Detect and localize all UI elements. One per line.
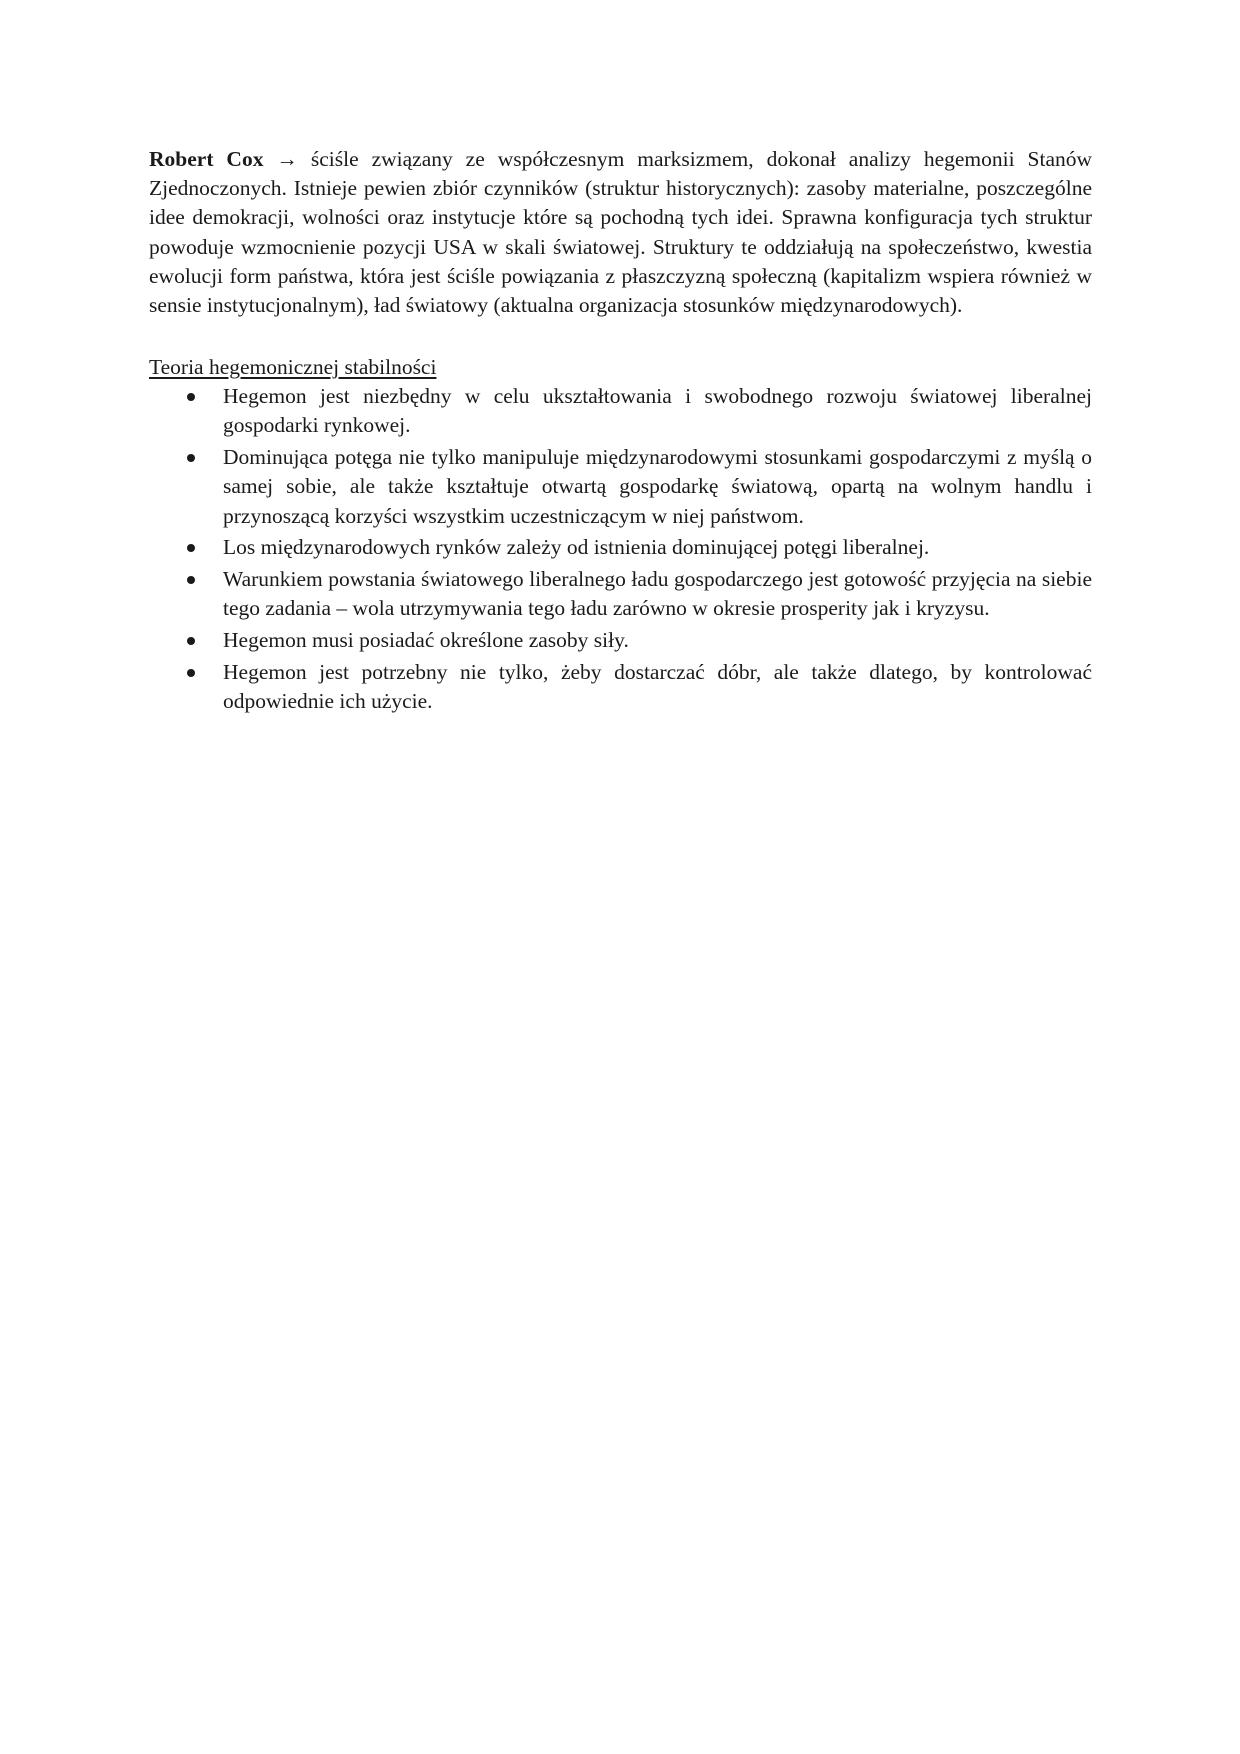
section-heading: Teoria hegemonicznej stabilności: [149, 355, 437, 380]
list-item-text: Warunkiem powstania światowego liberalnego ładu gospodarczego jest gotowość przyjęcia na siebie tego zadania – wola utrzymywania tego ładu zarówno w okresie prosperity jak i kryzysu.: [223, 567, 1092, 621]
list-item-text: Hegemon jest niezbędny w celu ukształtowania i swobodnego rozwoju światowej liberalnej gospodarki rynkowej.: [223, 384, 1092, 438]
bullet-icon: [187, 669, 195, 677]
author-name: Robert Cox: [149, 147, 264, 171]
list-item-text: Hegemon jest potrzebny nie tylko, żeby dostarczać dóbr, ale także dlatego, by kontrolować odpowiednie ich użycie.: [223, 660, 1092, 714]
bullet-icon: [187, 454, 195, 462]
bullet-list: [149, 382, 1092, 716]
bullet-icon: [187, 544, 195, 552]
list-item: [149, 565, 1092, 623]
arrow-icon: →: [276, 147, 298, 171]
bullet-icon: [187, 393, 195, 401]
list-item: [149, 443, 1092, 531]
list-item-text: Los międzynarodowych rynków zależy od istnienia dominującej potęgi liberalnej.: [223, 535, 930, 560]
bullet-icon: [187, 576, 195, 584]
list-item: [149, 382, 1092, 440]
intro-text: ściśle związany ze współczesnym marksizmem, dokonał analizy hegemonii Stanów Zjednoczonych. Istnieje pewien zbiór czynników (struktur historycznych): zasoby materialne, poszczególne idee demokracji, wolności oraz instytucje które są pochodną tych idei. Sprawna konfiguracja tych struktur powoduje wzmocnienie pozycji USA w skali światowej. Struktury te oddziałują na społeczeństwo, kwestia ewolucji form państwa, która jest ściśle powiązania z płaszczyzną społeczną (kapitalizm wspiera również w sensie instytucjonalnym), ład światowy (aktualna organizacja stosunków międzynarodowych).: [149, 147, 1093, 318]
list-item-text: Dominująca potęga nie tylko manipuluje międzynarodowymi stosunkami gospodarczymi z myślą o samej sobie, ale także kształtuje otwartą gospodarkę światową, opartą na wolnym handlu i przynoszącą korzyści wszystkim uczestniczącym w niej państwom.: [223, 445, 1092, 528]
document-page: [149, 145, 1092, 719]
intro-paragraph: [149, 145, 1092, 320]
list-item: [149, 626, 1092, 655]
list-item-text: Hegemon musi posiadać określone zasoby siły.: [223, 628, 629, 653]
bullet-icon: [187, 637, 195, 645]
list-item: [149, 533, 1092, 562]
list-item: [149, 658, 1092, 716]
